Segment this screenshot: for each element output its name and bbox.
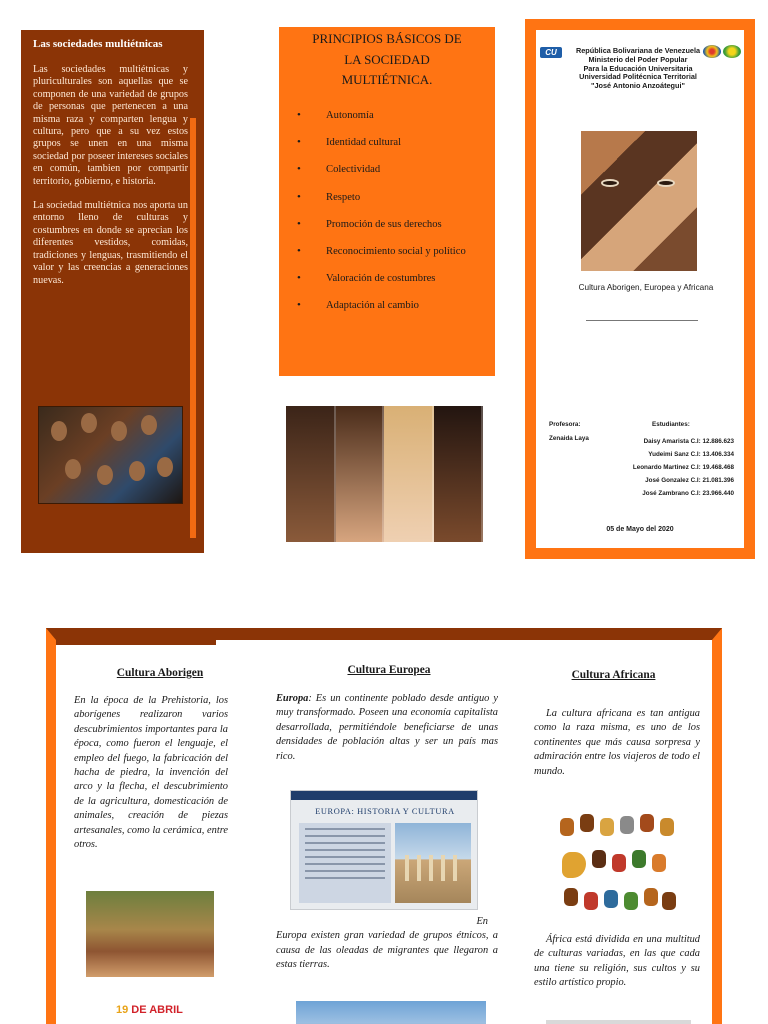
header-line: Para la Educación Universitaria — [583, 63, 693, 73]
africana-paragraph: África está dividida en una multitud de culturas variadas, en las que cada una tiene su religión, sus cultos y su estilo artístico propio. — [534, 934, 700, 989]
badge-month: DE ABRIL — [128, 1004, 183, 1016]
aborigen-heading: Cultura Aborigen — [116, 667, 204, 679]
principle-item: • Promoción de sus derechos — [297, 219, 466, 246]
africana-text — [534, 707, 700, 779]
parthenon-image — [395, 823, 471, 903]
student-entry: Leonardo Martinez C.I: 19.468.468 — [632, 464, 734, 472]
left-panel-paragraph: La sociedad multiétnica nos aporta un entorno lleno de culturas y costumbres en donde se aprecian los diferentes vestidos, comidas, tradiciones y lenguas, trasmitiendo el valor y las creencias a generaciones nuevas. — [33, 200, 188, 286]
principle-item: • Reconocimiento social y político — [297, 246, 466, 273]
principle-item: • Respeto — [297, 192, 466, 219]
cover-title: Cultura Aborigen, Europea y Africana — [578, 283, 714, 292]
europea-text — [276, 692, 498, 764]
book-title: EUROPA: HISTORIA Y CULTURA — [315, 807, 455, 816]
europea-text-2 — [276, 915, 498, 973]
principles-title-line: PRINCIPIOS BÁSICOS DE — [312, 31, 462, 46]
principles-title — [279, 29, 495, 91]
april-19-badge — [116, 1004, 183, 1016]
students-list — [633, 435, 734, 500]
government-seal-icon — [723, 45, 741, 58]
panel-stripe — [190, 118, 196, 538]
europea-text-2-start: En — [476, 916, 488, 927]
left-panel — [21, 30, 204, 553]
africana-paragraph: La cultura africana es tan antigua como la raza misma, es uno de los continentes que más causa sorpresa y admiración entre los viajeros de todo el mundo. — [534, 708, 700, 777]
title-underline — [586, 320, 698, 321]
inner-page — [46, 628, 722, 1024]
student-entry: Daisy Amarista C.I: 12.886.623 — [643, 438, 734, 445]
principle-item: • Colectividad — [297, 164, 466, 191]
aborigen-text: En la época de la Prehistoria, los aborígenes realizaron varios descubrimientos importantes para la época, como fueron el lenguaje, el empleo del fuego, la fabricación del hacha de piedra, la invención del arco y la flecha, el descubrimiento de la agricultura, domesticación de animales, creación de piezas artesanales, como la cerámica, entre otros. — [74, 695, 228, 851]
indigenous-tribe-photo — [86, 891, 214, 977]
indigenous-people-photo — [38, 406, 183, 504]
diverse-faces-photo — [286, 406, 483, 542]
africana-text-2 — [534, 933, 700, 991]
multicultural-face-mosaic — [581, 131, 697, 271]
africana-heading: Cultura Africana — [571, 669, 656, 681]
student-entry: José Gonzalez C.I: 21.081.396 — [645, 477, 734, 485]
europa-keyword: Europa — [276, 693, 309, 704]
left-panel-title: Las sociedades multiétnicas — [33, 38, 163, 50]
principle-item: • Valoración de costumbres — [297, 273, 466, 300]
principles-panel — [279, 27, 495, 376]
europea-text-2-body: Europa existen gran variedad de grupos étnicos, a causa de las oleadas de migrantes que llegaron a estas tierras. — [276, 930, 498, 971]
book-text-box — [299, 823, 391, 903]
africa-image-partial — [546, 1020, 691, 1024]
left-panel-text — [33, 64, 188, 287]
student-entry: Yudeimi Sanz C.I: 13.406.334 — [648, 451, 734, 459]
principle-item: • Identidad cultural — [297, 137, 466, 164]
principles-list — [297, 110, 466, 328]
african-culture-illustration — [556, 812, 678, 930]
header-line: "José Antonio Anzoátegui" — [591, 81, 685, 91]
badge-day: 19 — [116, 1004, 129, 1016]
student-entry: José Zambrano C.I: 23.966.440 — [642, 490, 734, 498]
university-logo: CU — [540, 47, 562, 58]
left-panel-paragraph: Las sociedades multiétnicas y pluriculturales son aquellas que se componen de una variedad de grupos de personas que pertenecen a una misma raza y comparten lengua y cultura, pero que a su vez estos grupos se unen en una misma sociedad por poseer intereses sociales en común, tambien por compartir territorio, gobierno, e historia. — [33, 64, 188, 187]
principle-item: • Adaptación al cambio — [297, 300, 466, 327]
header-line: República Bolivariana de Venezuela — [575, 46, 701, 55]
header-line: Ministerio del Poder Popular — [588, 54, 688, 64]
professor-label: Profesora: — [549, 421, 581, 428]
principles-title-line: LA SOCIEDAD — [344, 51, 430, 67]
principles-title-line: MULTIÉTNICA. — [341, 72, 433, 87]
principle-item: • Autonomía — [297, 110, 466, 137]
professor-name: Zenaida Laya — [549, 435, 589, 442]
frame-accent — [56, 640, 216, 645]
europa-description: : Es un continente poblado desde antiguo y muy transformado. Poseen una economía capitalista desarrollada, permitiéndole beneficiarse de unas densidades de población altas y ser un país mas rico. — [276, 693, 498, 762]
colosseum-photo — [296, 1001, 486, 1024]
book-top-bar — [291, 791, 477, 800]
institution-header — [564, 47, 712, 91]
students-label: Estudiantes: — [652, 421, 690, 428]
cover-panel — [525, 19, 755, 559]
emblem-seal-icon — [703, 45, 721, 58]
europea-heading: Cultura Europea — [347, 664, 431, 676]
header-line: Universidad Politécnica Territorial — [579, 72, 697, 82]
cover-date: 05 de Mayo del 2020 — [606, 526, 674, 533]
europe-book-cover — [290, 790, 478, 910]
